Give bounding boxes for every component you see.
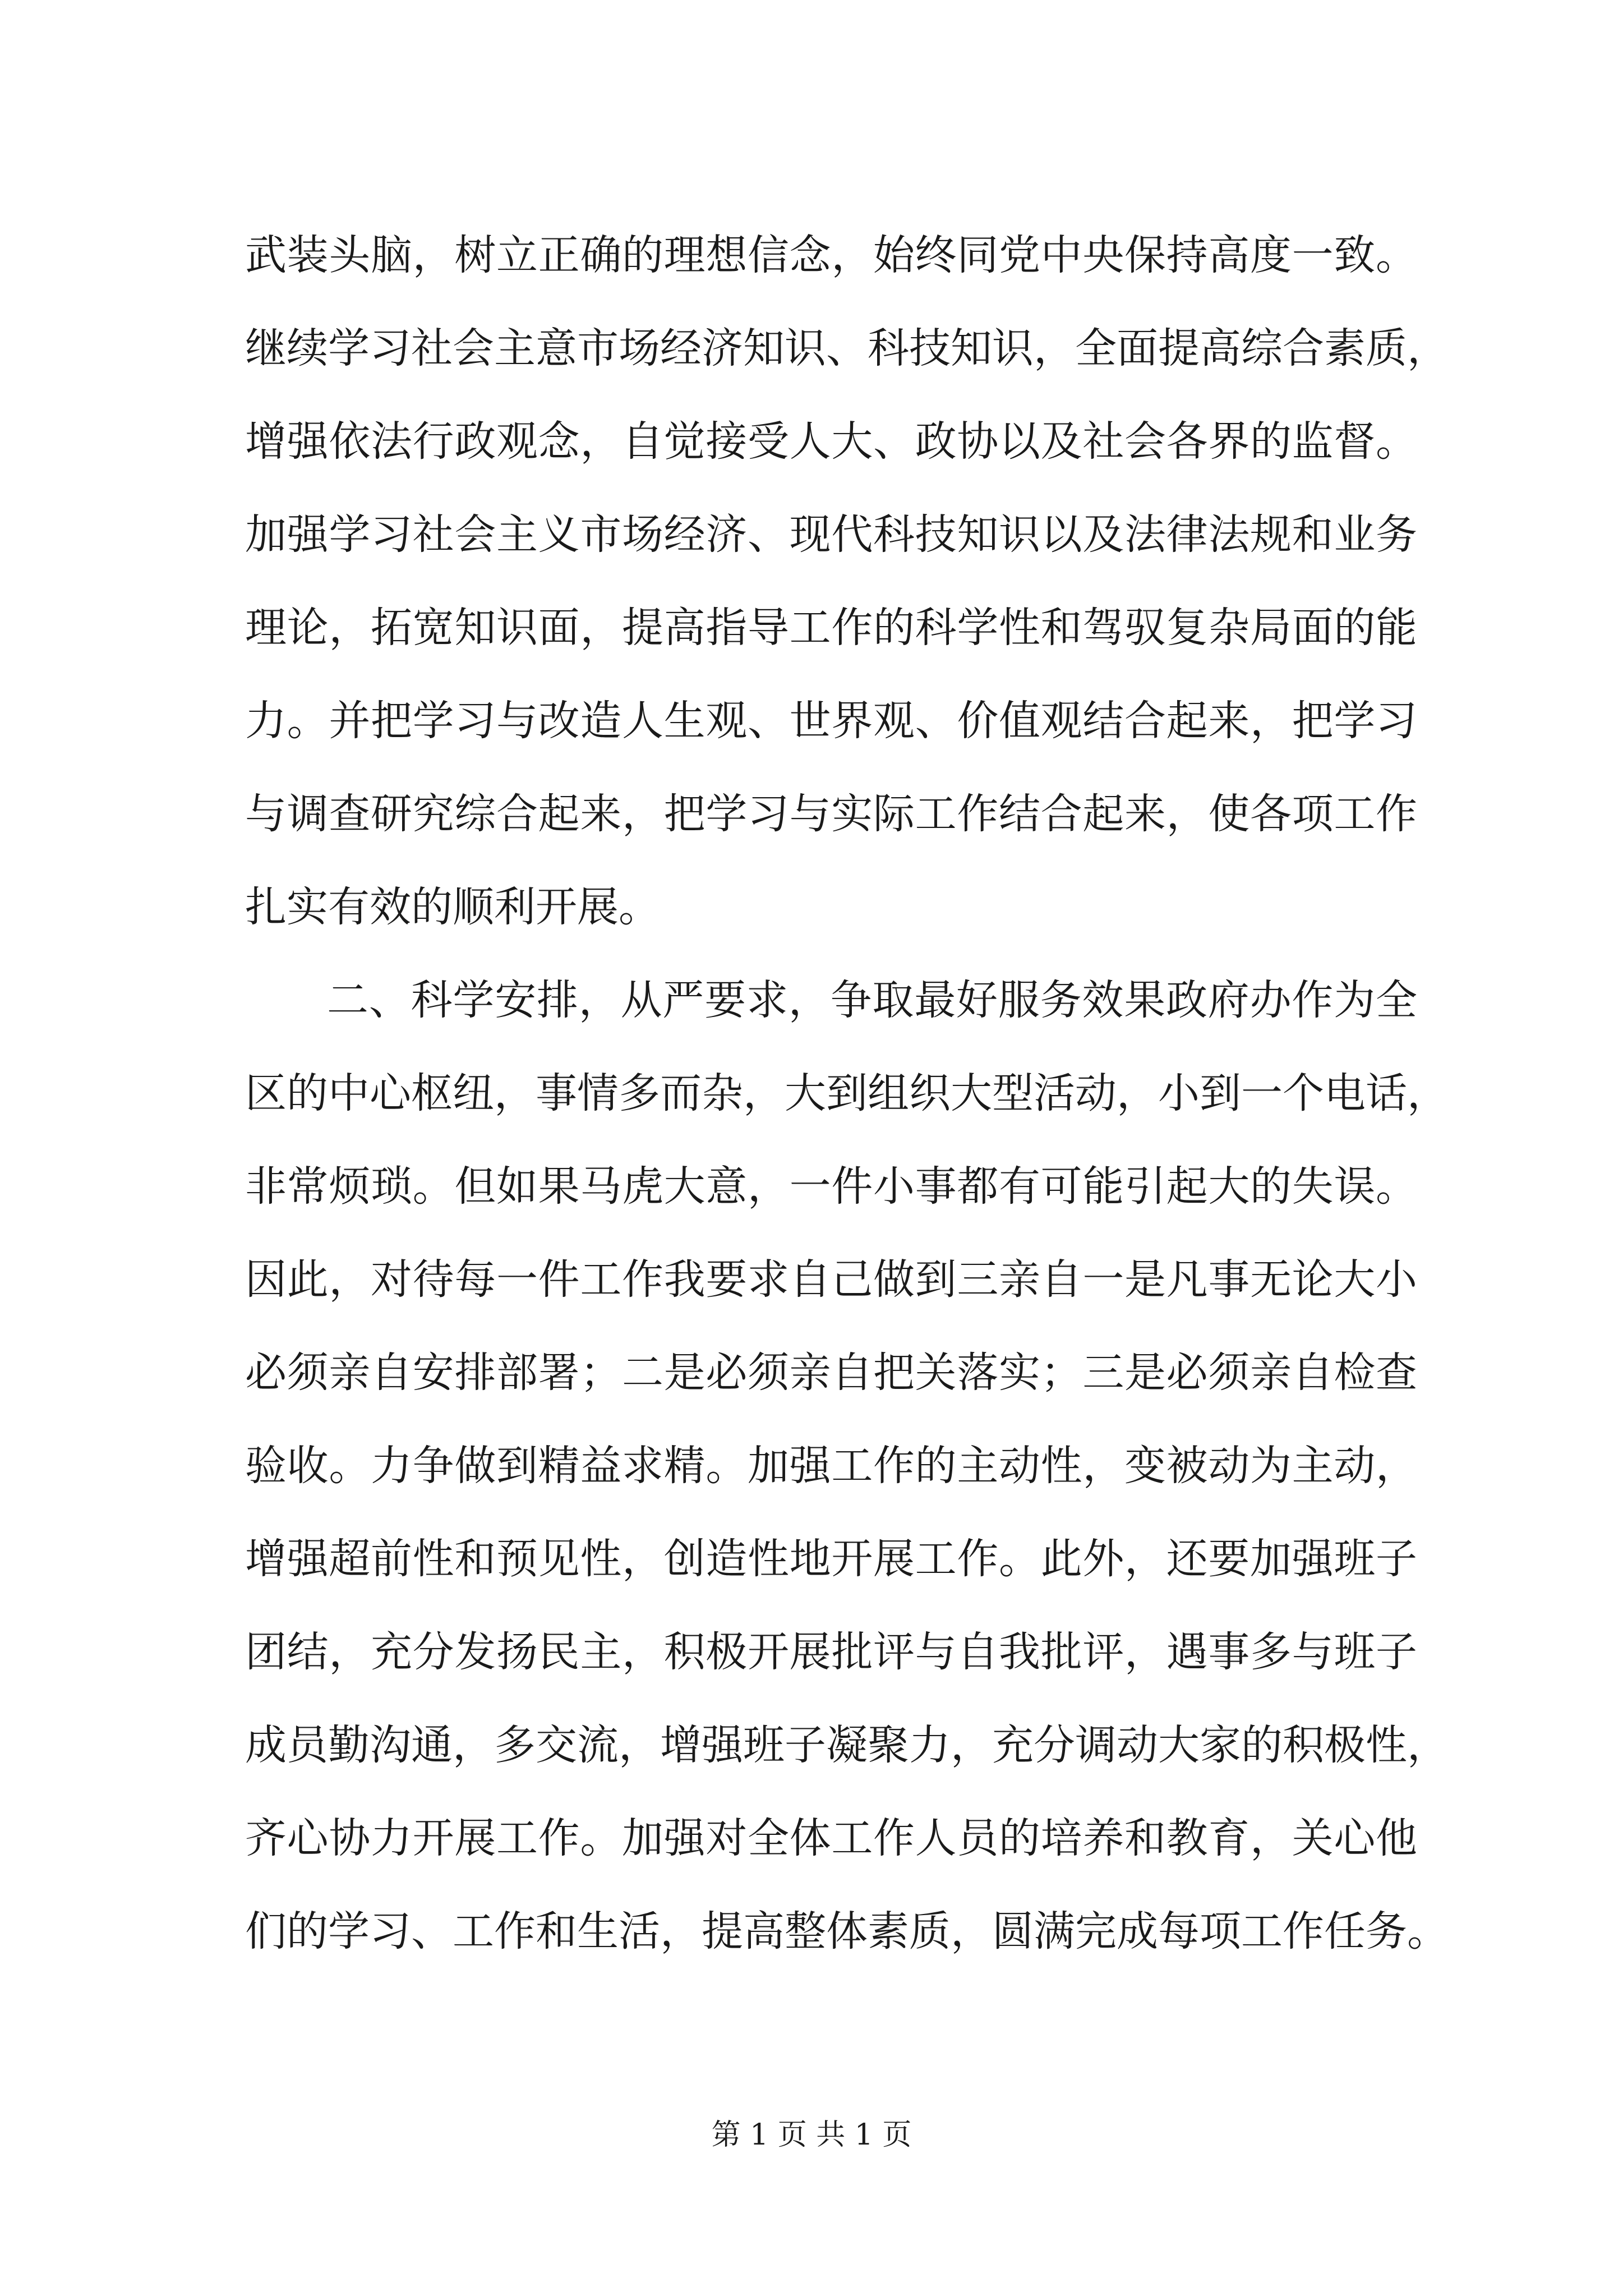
text-line: 必须亲自安排部署；二是必须亲自把关落实；三是必须亲自检查: [245, 1349, 1417, 1397]
text-line: 继续学习社会主意市场经济知识、科技知识，全面提高综合素质，: [245, 324, 1449, 372]
text-line: 武装头脑，树立正确的理想信念，始终同党中央保持高度一致。: [245, 231, 1417, 279]
text-line: 增强超前性和预见性，创造性地开展工作。此外，还要加强班子: [245, 1535, 1417, 1583]
text-line: 团结，充分发扬民主，积极开展批评与自我批评，遇事多与班子: [245, 1628, 1417, 1676]
text-line: 与调查研究综合起来，把学习与实际工作结合起来，使各项工作: [245, 790, 1417, 838]
paragraph-start-line: 二、科学安排，从严要求，争取最好服务效果政府办作为全: [327, 976, 1417, 1024]
text-line: 力。并把学习与改造人生观、世界观、价值观结合起来，把学习: [245, 697, 1417, 745]
text-line: 们的学习、工作和生活，提高整体素质，圆满完成每项工作任务。: [245, 1907, 1449, 1955]
text-line: 成员勤沟通，多交流，增强班子凝聚力，充分调动大家的积极性，: [245, 1721, 1449, 1769]
text-line: 非常烦琐。但如果马虎大意，一件小事都有可能引起大的失误。: [245, 1162, 1417, 1211]
text-line: 加强学习社会主义市场经济、现代科技知识以及法律法规和业务: [245, 510, 1417, 559]
text-line: 齐心协力开展工作。加强对全体工作人员的培养和教育，关心他: [245, 1814, 1417, 1862]
text-line: 扎实有效的顺利开展。: [245, 883, 660, 931]
text-line: 理论，拓宽知识面，提高指导工作的科学性和驾驭复杂局面的能: [245, 604, 1417, 652]
page-number-footer: 第 1 页 共 1 页: [711, 2118, 912, 2152]
text-line: 区的中心枢纽，事情多而杂，大到组织大型活动，小到一个电话，: [245, 1069, 1449, 1117]
text-line: 增强依法行政观念，自觉接受人大、政协以及社会各界的监督。: [245, 417, 1417, 466]
text-line: 验收。力争做到精益求精。加强工作的主动性，变被动为主动，: [245, 1442, 1417, 1490]
text-line: 因此，对待每一件工作我要求自己做到三亲自一是凡事无论大小: [245, 1255, 1417, 1304]
